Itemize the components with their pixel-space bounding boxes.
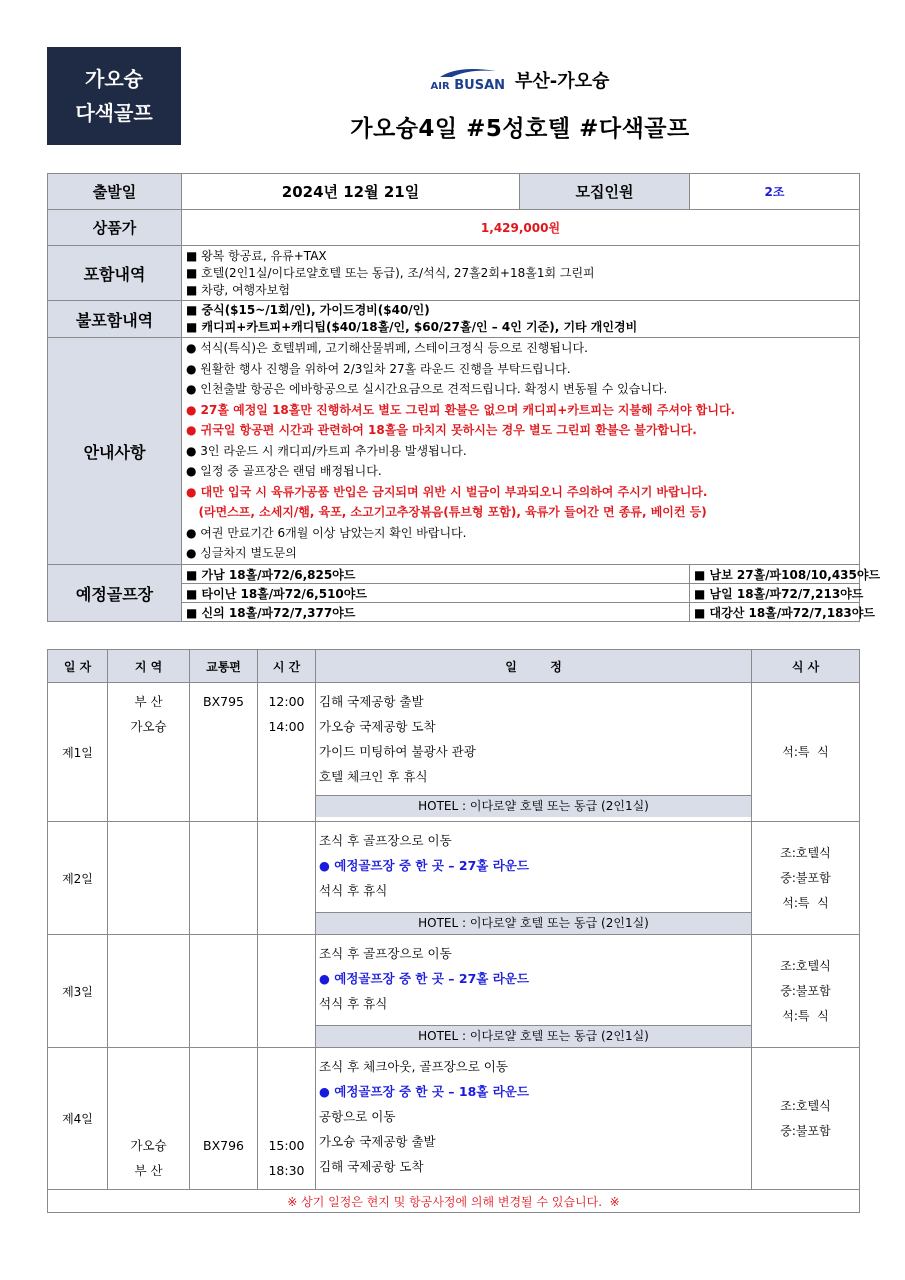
include-list [182,246,860,301]
itinerary-item: 조식 후 체크아웃, 골프장으로 이동 [319,1059,508,1074]
notice-item: ● 3인 라운드 시 캐디피/카트피 추가비용 발생됩니다. [186,443,467,458]
golf-course-item: ■ 남보 27홀/파108/10,435야드 [690,565,860,584]
badge-line-2: 다색골프 [75,101,153,125]
meal-item: 중:불포함 [780,983,831,998]
time: 12:00 [268,694,305,709]
logo-air: AIR [430,81,450,92]
page-header [300,60,740,143]
itinerary-table [47,649,860,1213]
golf-label: 예정골프장 [48,565,182,622]
header-region: 지 역 [108,650,190,683]
notice-list [182,338,860,565]
time: 15:00 [268,1138,305,1153]
include-label: 포함내역 [48,246,182,301]
include-item: ■ 왕복 항공료, 유류+TAX [186,248,327,263]
notice-item: ● 원활한 행사 진행을 위하여 2/3일차 27홀 라운드 진행을 부탁드립니다. [186,361,571,376]
notice-item: ● 귀국일 항공편 시간과 관련하여 18홀을 마치지 못하시는 경우 별도 그린피 환불은 불가합니다. [186,423,697,438]
city: 부 산 [134,694,163,709]
golf-course-item: ■ 신의 18홀/파72/7,377야드 [182,603,690,622]
header-meals: 식 사 [752,650,860,683]
itinerary-item: 김해 국제공항 도착 [319,1159,424,1174]
group-size-label: 모집인원 [520,174,690,210]
price-value: 1,429,000원 [182,210,860,246]
meal-item: 조:호텔식 [780,958,831,973]
header-time: 시 간 [258,650,316,683]
day-label: 제4일 [48,1048,108,1190]
city: 가오슝 [130,1138,167,1153]
hotel-info: HOTEL : 이다로얄 호텔 또는 동급 (2인1실) [316,1025,751,1047]
itinerary-item: 가오슝 국제공항 도착 [319,719,436,734]
product-info-table [47,173,881,622]
notice-item: ● 석식(특식)은 호텔뷔페, 고기해산물뷔페, 스테이크정식 등으로 진행됩니다. [186,341,588,356]
itinerary-item: 호텔 체크인 후 휴식 [319,769,428,784]
departure-date: 2024년 12월 21일 [182,174,520,210]
city: 가오슝 [130,719,167,734]
notice-item: ● 인천출발 항공은 에바항공으로 실시간요금으로 견적드립니다. 확정시 변동될 수 있습니다. [186,382,668,397]
notice-label: 안내사항 [48,338,182,565]
notice-item: (라면스프, 소세지/햄, 육포, 소고기고추장볶음(튜브형 포함), 육류가 들어간 면 종류, 베이컨 등) [186,505,707,520]
itinerary-item: ● 예정골프장 중 한 곳 – 18홀 라운드 [319,1084,529,1099]
hotel-info: HOTEL : 이다로얄 호텔 또는 동급 (2인1실) [316,912,751,934]
departure-label: 출발일 [48,174,182,210]
route-title: 부산-가오슝 [515,71,610,92]
badge-line-1: 가오슝 [85,67,143,91]
product-badge [47,47,181,145]
itinerary-item: ● 예정골프장 중 한 곳 – 27홀 라운드 [319,858,529,873]
flight-number: BX795 [203,694,244,709]
itinerary-row [48,1048,860,1190]
page-title: 가오슝4일 #5성호텔 #다색골프 [350,116,690,142]
price-label: 상품가 [48,210,182,246]
notice-item: ● 대만 입국 시 육류가공품 반입은 금지되며 위반 시 벌금이 부과되오니 주의하여 주시기 바랍니다. [186,484,708,499]
city: 부 산 [134,1163,163,1178]
itinerary-row [48,683,860,822]
day-label: 제3일 [48,935,108,1048]
meal-item: 석:특 식 [782,744,829,759]
itinerary-item: 김해 국제공항 출발 [319,694,424,709]
header-day: 일 자 [48,650,108,683]
meal-item: 조:호텔식 [780,845,831,860]
include-item: ■ 차량, 여행자보험 [186,282,290,297]
notice-item: ● 여권 만료기간 6개월 이상 남았는지 확인 바랍니다. [186,525,467,540]
itinerary-item: 석식 후 휴식 [319,996,388,1011]
itinerary-item: 가오슝 국제공항 출발 [319,1134,436,1149]
flight-number: BX796 [203,1138,244,1153]
meal-item: 석:특 식 [782,895,829,910]
golf-course-item: ■ 대강산 18홀/파72/7,183야드 [690,603,860,622]
itinerary-item: 조식 후 골프장으로 이동 [319,833,452,848]
day-label: 제1일 [48,683,108,822]
schedule-disclaimer: ※ 상기 일정은 현지 및 항공사정에 의해 변경될 수 있습니다. ※ [48,1190,860,1213]
itinerary-item: 석식 후 휴식 [319,883,388,898]
notice-item: ● 일정 중 골프장은 랜덤 배정됩니다. [186,464,382,479]
exclude-item: ■ 캐디피+카트피+캐디팁($40/18홀/인, $60/27홀/인 – 4인 기준), 기타 개인경비 [186,320,638,334]
meal-item: 조:호텔식 [780,1098,831,1113]
golf-course-item: ■ 타이난 18홀/파72/6,510야드 [182,584,690,603]
meal-item: 중:불포함 [780,1123,831,1138]
itinerary-item: 가이드 미팅하여 불광사 관광 [319,744,476,759]
hotel-info: HOTEL : 이다로얄 호텔 또는 동급 (2인1실) [316,795,751,817]
logo-busan: BUSAN [454,78,506,93]
header-itinerary: 일 정 [316,650,752,683]
exclude-item: ■ 중식($15~/1회/인), 가이드경비($40/인) [186,303,430,317]
time: 14:00 [268,719,305,734]
itinerary-row [48,822,860,935]
itinerary-row [48,935,860,1048]
itinerary-item: 조식 후 골프장으로 이동 [319,946,452,961]
exclude-list [182,301,860,338]
day-label: 제2일 [48,822,108,935]
exclude-label: 불포함내역 [48,301,182,338]
notice-item: ● 27홀 예정일 18홀만 진행하셔도 별도 그린피 환불은 없으며 캐디피+카트피는 지불해 주셔야 합니다. [186,402,736,417]
itinerary-item: 공항으로 이동 [319,1109,396,1124]
time: 18:30 [268,1163,305,1178]
include-item: ■ 호텔(2인1실/이다로얄호텔 또는 동급), 조/석식, 27홀2회+18홀1회 그린피 [186,265,595,280]
golf-course-item: ■ 남일 18홀/파72/7,213야드 [690,584,860,603]
meal-item: 중:불포함 [780,870,831,885]
golf-course-item: ■ 가남 18홀/파72/6,825야드 [182,565,690,584]
itinerary-item: ● 예정골프장 중 한 곳 – 27홀 라운드 [319,971,529,986]
header-transport: 교통편 [190,650,258,683]
meal-item: 석:특 식 [782,1008,829,1023]
airbusan-logo [431,67,505,93]
group-size-value: 2조 [690,174,860,210]
notice-item: ● 싱글차지 별도문의 [186,546,297,561]
